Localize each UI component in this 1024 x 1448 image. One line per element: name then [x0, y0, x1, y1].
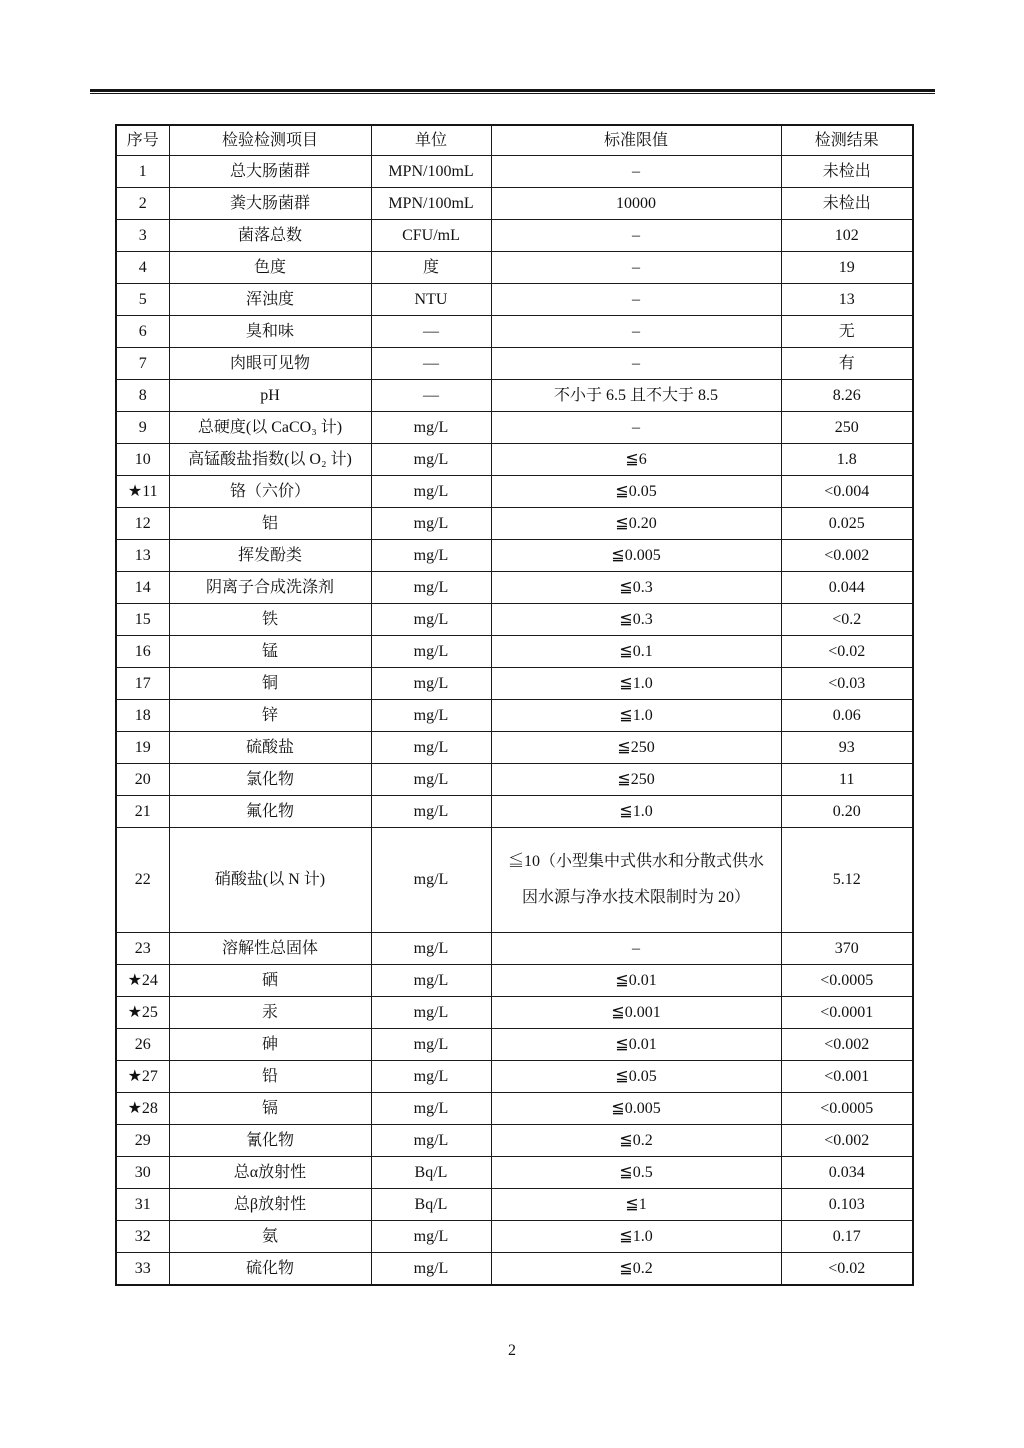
cell-serial-number: 31 — [116, 1189, 169, 1221]
cell-unit: mg/L — [371, 636, 491, 668]
cell-test-item: pH — [169, 380, 371, 412]
cell-serial-number: 26 — [116, 1029, 169, 1061]
table-row — [116, 444, 913, 476]
cell-standard-limit: ≦0.001 — [491, 997, 781, 1029]
table-body — [116, 156, 913, 1286]
cell-unit: — — [371, 380, 491, 412]
cell-test-result: <0.02 — [781, 1253, 913, 1286]
cell-unit: MPN/100mL — [371, 156, 491, 188]
cell-standard-limit: ≦1.0 — [491, 700, 781, 732]
page-number: 2 — [508, 1342, 516, 1359]
cell-test-result: 0.17 — [781, 1221, 913, 1253]
cell-serial-number: ★24 — [116, 965, 169, 997]
cell-test-item: 铁 — [169, 604, 371, 636]
cell-serial-number: 1 — [116, 156, 169, 188]
cell-standard-limit: – — [491, 252, 781, 284]
cell-test-result: 0.044 — [781, 572, 913, 604]
cell-unit: CFU/mL — [371, 220, 491, 252]
table-row — [116, 604, 913, 636]
cell-serial-number: 29 — [116, 1125, 169, 1157]
cell-unit: NTU — [371, 284, 491, 316]
cell-serial-number: ★28 — [116, 1093, 169, 1125]
cell-test-result: 有 — [781, 348, 913, 380]
cell-standard-limit: ≦0.2 — [491, 1253, 781, 1286]
cell-test-result: 0.034 — [781, 1157, 913, 1189]
table-row — [116, 1061, 913, 1093]
cell-serial-number: ★25 — [116, 997, 169, 1029]
cell-test-result: <0.002 — [781, 1029, 913, 1061]
cell-standard-limit: 不小于 6.5 且不大于 8.5 — [491, 380, 781, 412]
table-row — [116, 252, 913, 284]
cell-standard-limit: ≦1.0 — [491, 796, 781, 828]
cell-test-item: 菌落总数 — [169, 220, 371, 252]
cell-serial-number: 16 — [116, 636, 169, 668]
col-header-item: 检验检测项目 — [169, 125, 371, 156]
cell-serial-number: 4 — [116, 252, 169, 284]
cell-test-item: 粪大肠菌群 — [169, 188, 371, 220]
cell-unit: mg/L — [371, 572, 491, 604]
cell-test-result: <0.002 — [781, 1125, 913, 1157]
cell-standard-limit: ≦1 — [491, 1189, 781, 1221]
cell-unit: Bq/L — [371, 1157, 491, 1189]
cell-test-result: 250 — [781, 412, 913, 444]
cell-test-item: 阴离子合成洗涤剂 — [169, 572, 371, 604]
cell-test-item: 臭和味 — [169, 316, 371, 348]
cell-unit: mg/L — [371, 732, 491, 764]
cell-test-item: 色度 — [169, 252, 371, 284]
cell-unit: mg/L — [371, 1061, 491, 1093]
cell-serial-number: 22 — [116, 828, 169, 933]
cell-unit: mg/L — [371, 1093, 491, 1125]
cell-unit: mg/L — [371, 700, 491, 732]
cell-standard-limit: ≦250 — [491, 764, 781, 796]
cell-standard-limit: ≦0.005 — [491, 540, 781, 572]
cell-test-item: 铅 — [169, 1061, 371, 1093]
table-row — [116, 732, 913, 764]
cell-test-item: 总β放射性 — [169, 1189, 371, 1221]
cell-test-result: 0.20 — [781, 796, 913, 828]
table-row — [116, 540, 913, 572]
cell-standard-limit: ≦1.0 — [491, 1221, 781, 1253]
cell-serial-number: ★11 — [116, 476, 169, 508]
table-row — [116, 1221, 913, 1253]
table-row — [116, 1253, 913, 1286]
cell-test-result: <0.0005 — [781, 965, 913, 997]
cell-serial-number: 9 — [116, 412, 169, 444]
cell-test-item: 锰 — [169, 636, 371, 668]
cell-standard-limit: – — [491, 348, 781, 380]
table-row — [116, 508, 913, 540]
cell-unit: mg/L — [371, 508, 491, 540]
cell-test-item: 浑浊度 — [169, 284, 371, 316]
cell-serial-number: ★27 — [116, 1061, 169, 1093]
cell-standard-limit: – — [491, 156, 781, 188]
cell-standard-limit: ≦0.3 — [491, 572, 781, 604]
cell-serial-number: 15 — [116, 604, 169, 636]
cell-test-item: 溶解性总固体 — [169, 933, 371, 965]
table-row — [116, 188, 913, 220]
cell-test-result: <0.004 — [781, 476, 913, 508]
table-row — [116, 1093, 913, 1125]
cell-serial-number: 5 — [116, 284, 169, 316]
cell-unit: mg/L — [371, 1029, 491, 1061]
cell-serial-number: 10 — [116, 444, 169, 476]
cell-test-result: 未检出 — [781, 188, 913, 220]
cell-standard-limit: ≦0.2 — [491, 1125, 781, 1157]
col-header-unit: 单位 — [371, 125, 491, 156]
cell-test-item: 铝 — [169, 508, 371, 540]
table-header-row — [116, 125, 913, 156]
cell-unit: mg/L — [371, 933, 491, 965]
cell-serial-number: 32 — [116, 1221, 169, 1253]
cell-serial-number: 21 — [116, 796, 169, 828]
table-row — [116, 965, 913, 997]
table-row — [116, 636, 913, 668]
cell-serial-number: 23 — [116, 933, 169, 965]
table-row — [116, 380, 913, 412]
cell-unit: 度 — [371, 252, 491, 284]
cell-standard-limit: ≦0.05 — [491, 1061, 781, 1093]
table-row — [116, 348, 913, 380]
table-row — [116, 1157, 913, 1189]
table-row — [116, 284, 913, 316]
cell-standard-limit: – — [491, 933, 781, 965]
cell-test-result: <0.0005 — [781, 1093, 913, 1125]
cell-standard-limit: ≦0.01 — [491, 965, 781, 997]
cell-unit: — — [371, 348, 491, 380]
cell-standard-limit: ≦0.3 — [491, 604, 781, 636]
cell-test-item: 氯化物 — [169, 764, 371, 796]
cell-serial-number: 3 — [116, 220, 169, 252]
table-row — [116, 1029, 913, 1061]
cell-test-result: <0.0001 — [781, 997, 913, 1029]
cell-test-item: 汞 — [169, 997, 371, 1029]
cell-test-item: 总大肠菌群 — [169, 156, 371, 188]
cell-test-item: 镉 — [169, 1093, 371, 1125]
cell-test-result: 0.025 — [781, 508, 913, 540]
cell-unit: mg/L — [371, 796, 491, 828]
cell-test-item: 硝酸盐(以 N 计) — [169, 828, 371, 933]
cell-test-result: 未检出 — [781, 156, 913, 188]
cell-unit: mg/L — [371, 828, 491, 933]
cell-test-result: <0.02 — [781, 636, 913, 668]
cell-test-item: 总硬度(以 CaCO₃ 计) — [169, 412, 371, 444]
cell-test-result: 13 — [781, 284, 913, 316]
table-row — [116, 828, 913, 933]
col-header-limit: 标准限值 — [491, 125, 781, 156]
cell-test-item: 硫酸盐 — [169, 732, 371, 764]
col-header-no: 序号 — [116, 125, 169, 156]
cell-serial-number: 2 — [116, 188, 169, 220]
cell-test-result: 0.06 — [781, 700, 913, 732]
cell-unit: MPN/100mL — [371, 188, 491, 220]
cell-test-result: 0.103 — [781, 1189, 913, 1221]
table-row — [116, 412, 913, 444]
cell-standard-limit: ≦0.20 — [491, 508, 781, 540]
cell-unit: mg/L — [371, 604, 491, 636]
table-row — [116, 933, 913, 965]
table-row — [116, 476, 913, 508]
cell-unit: mg/L — [371, 540, 491, 572]
cell-test-item: 铬（六价） — [169, 476, 371, 508]
cell-serial-number: 30 — [116, 1157, 169, 1189]
cell-standard-limit: ≦0.1 — [491, 636, 781, 668]
cell-serial-number: 12 — [116, 508, 169, 540]
cell-standard-limit: – — [491, 220, 781, 252]
cell-standard-limit: 10000 — [491, 188, 781, 220]
cell-test-result: 8.26 — [781, 380, 913, 412]
cell-standard-limit: ≦10（小型集中式供水和分散式供水因水源与净水技术限制时为 20） — [491, 828, 781, 933]
cell-test-result: <0.2 — [781, 604, 913, 636]
cell-serial-number: 33 — [116, 1253, 169, 1286]
cell-standard-limit: – — [491, 412, 781, 444]
table-row — [116, 997, 913, 1029]
cell-standard-limit: ≦6 — [491, 444, 781, 476]
table-row — [116, 1125, 913, 1157]
test-results-table — [115, 124, 914, 1286]
cell-test-result: 无 — [781, 316, 913, 348]
cell-serial-number: 19 — [116, 732, 169, 764]
table-row — [116, 156, 913, 188]
table-row — [116, 764, 913, 796]
cell-test-result: <0.002 — [781, 540, 913, 572]
cell-test-item: 氰化物 — [169, 1125, 371, 1157]
cell-unit: mg/L — [371, 412, 491, 444]
cell-standard-limit: ≦1.0 — [491, 668, 781, 700]
cell-test-item: 铜 — [169, 668, 371, 700]
cell-unit: mg/L — [371, 444, 491, 476]
cell-standard-limit: ≦0.005 — [491, 1093, 781, 1125]
cell-test-result: 19 — [781, 252, 913, 284]
cell-test-item: 锌 — [169, 700, 371, 732]
cell-test-item: 总α放射性 — [169, 1157, 371, 1189]
cell-serial-number: 14 — [116, 572, 169, 604]
cell-unit: mg/L — [371, 668, 491, 700]
cell-test-item: 硫化物 — [169, 1253, 371, 1286]
cell-test-result: 11 — [781, 764, 913, 796]
cell-serial-number: 18 — [116, 700, 169, 732]
cell-test-result: 5.12 — [781, 828, 913, 933]
cell-test-result: <0.001 — [781, 1061, 913, 1093]
cell-test-item: 硒 — [169, 965, 371, 997]
cell-unit: mg/L — [371, 764, 491, 796]
cell-standard-limit: – — [491, 316, 781, 348]
table-row — [116, 668, 913, 700]
cell-serial-number: 17 — [116, 668, 169, 700]
cell-test-item: 砷 — [169, 1029, 371, 1061]
cell-unit: Bq/L — [371, 1189, 491, 1221]
cell-standard-limit: – — [491, 284, 781, 316]
table-row — [116, 316, 913, 348]
cell-test-item: 氨 — [169, 1221, 371, 1253]
cell-unit: mg/L — [371, 997, 491, 1029]
cell-standard-limit: ≦0.5 — [491, 1157, 781, 1189]
cell-serial-number: 6 — [116, 316, 169, 348]
cell-serial-number: 20 — [116, 764, 169, 796]
cell-unit: mg/L — [371, 1221, 491, 1253]
cell-standard-limit: ≦250 — [491, 732, 781, 764]
cell-test-item: 挥发酚类 — [169, 540, 371, 572]
cell-serial-number: 7 — [116, 348, 169, 380]
cell-standard-limit: ≦0.01 — [491, 1029, 781, 1061]
table-row — [116, 220, 913, 252]
cell-unit: mg/L — [371, 476, 491, 508]
table-row — [116, 572, 913, 604]
cell-unit: mg/L — [371, 965, 491, 997]
col-header-result: 检测结果 — [781, 125, 913, 156]
cell-test-item: 肉眼可见物 — [169, 348, 371, 380]
cell-serial-number: 8 — [116, 380, 169, 412]
cell-test-result: 102 — [781, 220, 913, 252]
cell-test-result: 370 — [781, 933, 913, 965]
cell-unit: — — [371, 316, 491, 348]
header-rule — [90, 89, 935, 94]
table-row — [116, 796, 913, 828]
cell-serial-number: 13 — [116, 540, 169, 572]
cell-test-result: 93 — [781, 732, 913, 764]
table-row — [116, 1189, 913, 1221]
cell-test-item: 高锰酸盐指数(以 O₂ 计) — [169, 444, 371, 476]
cell-unit: mg/L — [371, 1125, 491, 1157]
cell-test-result: <0.03 — [781, 668, 913, 700]
cell-unit: mg/L — [371, 1253, 491, 1286]
cell-test-result: 1.8 — [781, 444, 913, 476]
cell-test-item: 氟化物 — [169, 796, 371, 828]
table-row — [116, 700, 913, 732]
cell-standard-limit: ≦0.05 — [491, 476, 781, 508]
